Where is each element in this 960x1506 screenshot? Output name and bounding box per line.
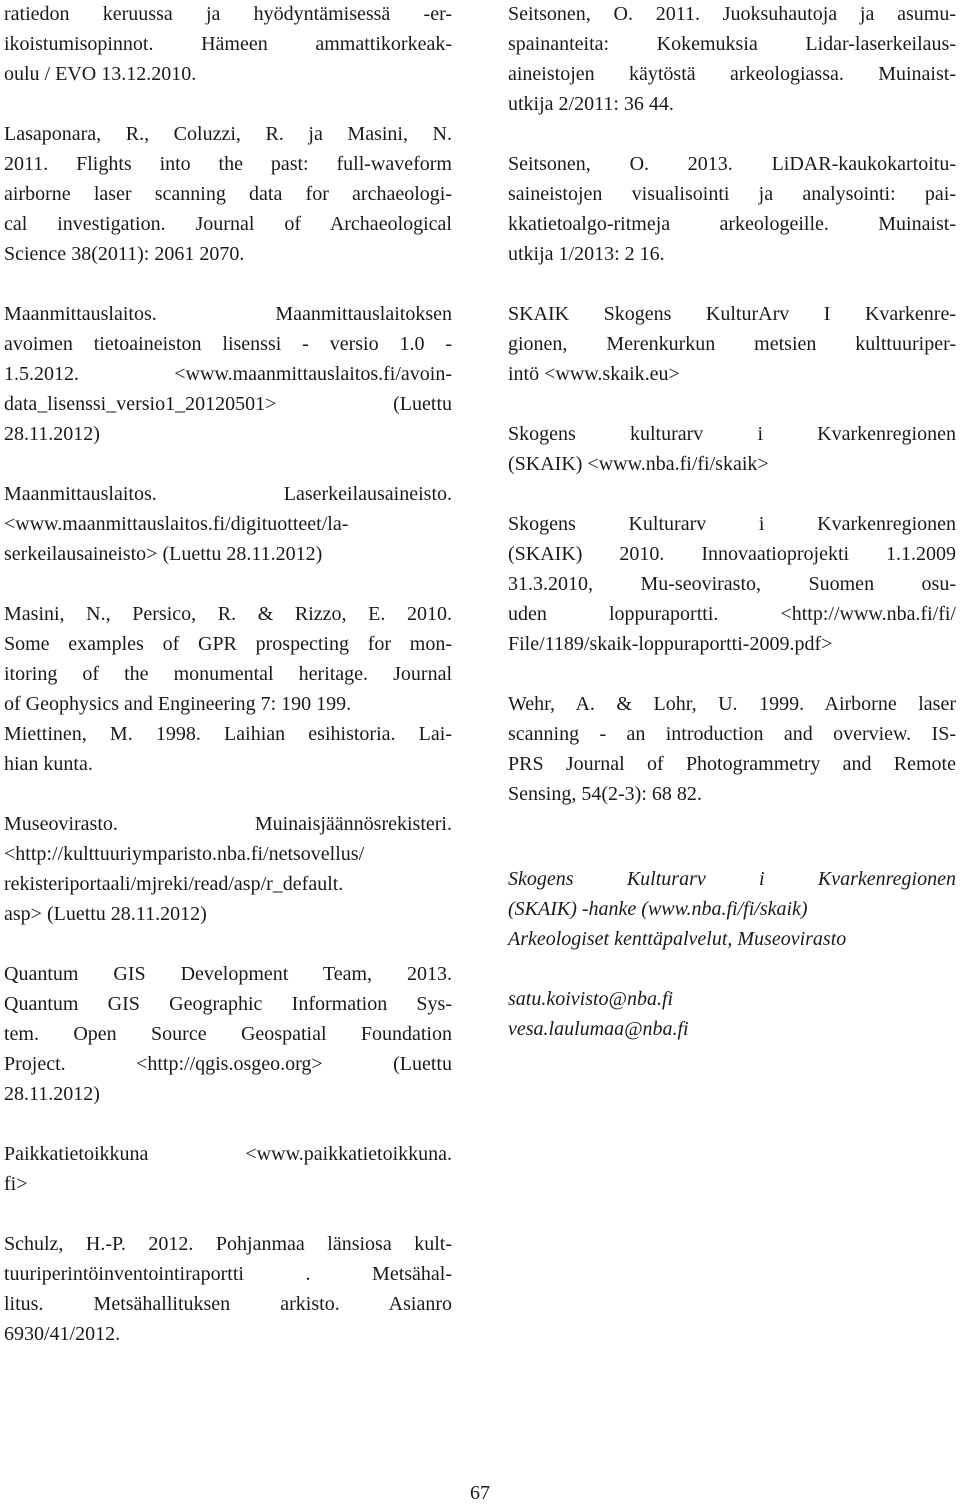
left-reference-column — [4, 0, 452, 1379]
reference-line: oulu / EVO 13.12.2010. — [4, 63, 197, 85]
email-address[interactable]: satu.koivisto@nba.fi — [508, 988, 674, 1010]
reference-line: Wehr, A. & Lohr, U. 1999. Airborne laser — [508, 693, 956, 715]
reference-entry — [508, 509, 956, 659]
reference-line: aineistojen käytöstä arkeologiassa. Muinaist- — [508, 63, 956, 85]
reference-line: Seitsonen, O. 2013. LiDAR-kaukokartoitu- — [508, 153, 956, 175]
affiliation-line: (SKAIK) -hanke (www.nba.fi/fi/skaik) — [508, 898, 808, 920]
right-reference-column — [508, 0, 956, 1074]
reference-line: 31.3.2010, Mu-seovirasto, Suomen osu- — [508, 573, 956, 595]
reference-line: Maanmittauslaitos. Maanmittauslaitoksen — [4, 303, 452, 325]
reference-line: saineistojen visualisointi ja analysointi: pai- — [508, 183, 956, 205]
reference-line: Seitsonen, O. 2011. Juoksuhautoja ja asumu- — [508, 3, 956, 25]
reference-line: fi> — [4, 1173, 28, 1195]
reference-entry — [508, 689, 956, 809]
reference-line: 2011. Flights into the past: full-waveform — [4, 153, 452, 175]
reference-entry — [4, 0, 452, 89]
reference-line: 28.11.2012) — [4, 1083, 100, 1105]
email-address[interactable]: vesa.laulumaa@nba.fi — [508, 1018, 689, 1040]
reference-line: intö <www.skaik.eu> — [508, 363, 680, 385]
reference-entry — [508, 0, 956, 119]
reference-line: <http://kulttuuriymparisto.nba.fi/netsovellus/ — [4, 843, 365, 865]
reference-entry — [4, 959, 452, 1109]
reference-line: asp> (Luettu 28.11.2012) — [4, 903, 207, 925]
reference-line: Paikkatietoikkuna <www.paikkatietoikkuna. — [4, 1143, 452, 1165]
reference-entry — [4, 1139, 452, 1199]
reference-line: Skogens kulturarv i Kvarkenregionen — [508, 423, 956, 445]
reference-line: Museovirasto. Muinaisjäännösrekisteri. — [4, 813, 452, 835]
reference-line: Some examples of GPR prospecting for mon- — [4, 633, 452, 655]
reference-entry — [4, 299, 452, 449]
author-contact-block — [508, 864, 956, 1044]
project-affiliation — [508, 864, 956, 954]
reference-line: spainanteita: Kokemuksia Lidar-laserkeilaus- — [508, 33, 956, 55]
reference-line: uden loppuraportti. <http://www.nba.fi/fi/ — [508, 603, 956, 625]
affiliation-line: Arkeologiset kenttäpalvelut, Museovirasto — [508, 928, 847, 950]
reference-line: data_lisenssi_versio1_20120501> (Luettu — [4, 393, 452, 415]
reference-entry — [508, 419, 956, 479]
affiliation-line: Skogens Kulturarv i Kvarkenregionen — [508, 868, 956, 890]
reference-line: tuuriperintöinventointiraportti . Metsähal- — [4, 1263, 452, 1285]
reference-line: (SKAIK) 2010. Innovaatioprojekti 1.1.2009 — [508, 543, 956, 565]
reference-line: serkeilausaineisto> (Luettu 28.11.2012) — [4, 543, 323, 565]
reference-line: gionen, Merenkurkun metsien kulttuuriper- — [508, 333, 956, 355]
reference-line: Masini, N., Persico, R. & Rizzo, E. 2010. — [4, 603, 452, 625]
reference-line: Schulz, H.-P. 2012. Pohjanmaa länsiosa kult- — [4, 1233, 452, 1255]
reference-line: utkija 1/2013: 2 16. — [508, 243, 665, 265]
author-emails — [508, 984, 956, 1044]
reference-entry — [508, 149, 956, 269]
reference-line: rekisteriportaali/mjreki/read/asp/r_default. — [4, 873, 344, 895]
reference-line: of Geophysics and Engineering 7: 190 199. — [4, 693, 352, 715]
reference-line: 6930/41/2012. — [4, 1323, 121, 1345]
reference-line: Science 38(2011): 2061 2070. — [4, 243, 245, 265]
reference-line: scanning - an introduction and overview. IS- — [508, 723, 956, 745]
reference-line: 28.11.2012) — [4, 423, 100, 445]
reference-line: 1.5.2012. <www.maanmittauslaitos.fi/avoin- — [4, 363, 452, 385]
reference-line: utkija 2/2011: 36 44. — [508, 93, 674, 115]
reference-line: Project. <http://qgis.osgeo.org> (Luettu — [4, 1053, 452, 1075]
reference-line: hian kunta. — [4, 753, 93, 775]
reference-line: SKAIK Skogens KulturArv I Kvarkenre- — [508, 303, 956, 325]
reference-line: ratiedon keruussa ja hyödyntämisessä -er- — [4, 3, 452, 25]
reference-line: cal investigation. Journal of Archaeological — [4, 213, 452, 235]
reference-line: avoimen tietoaineiston lisenssi - versio 1.0 - — [4, 333, 452, 355]
reference-line: Sensing, 54(2-3): 68 82. — [508, 783, 702, 805]
reference-line: litus. Metsähallituksen arkisto. Asianro — [4, 1293, 452, 1315]
reference-line: Quantum GIS Geographic Information Sys- — [4, 993, 452, 1015]
reference-entry — [4, 479, 452, 569]
reference-line: <www.maanmittauslaitos.fi/digituotteet/la- — [4, 513, 349, 535]
reference-line: (SKAIK) <www.nba.fi/fi/skaik> — [508, 453, 769, 475]
reference-line: PRS Journal of Photogrammetry and Remote — [508, 753, 956, 775]
reference-line: Quantum GIS Development Team, 2013. — [4, 963, 452, 985]
reference-entry — [4, 119, 452, 269]
reference-line: Maanmittauslaitos. Laserkeilausaineisto. — [4, 483, 452, 505]
reference-line: tem. Open Source Geospatial Foundation — [4, 1023, 452, 1045]
reference-line: Lasaponara, R., Coluzzi, R. ja Masini, N. — [4, 123, 452, 145]
reference-line: itoring of the monumental heritage. Journal — [4, 663, 452, 685]
reference-entry — [4, 599, 452, 779]
reference-line: ikoistumisopinnot. Hämeen ammattikorkeak- — [4, 33, 452, 55]
reference-entry — [4, 809, 452, 929]
reference-line: Skogens Kulturarv i Kvarkenregionen — [508, 513, 956, 535]
reference-entry — [508, 299, 956, 389]
page-number: 67 — [470, 1482, 490, 1504]
reference-line: kkatietoalgo-ritmeja arkeologeille. Muinaist- — [508, 213, 956, 235]
reference-line: airborne laser scanning data for archaeologi- — [4, 183, 452, 205]
reference-line: Miettinen, M. 1998. Laihian esihistoria. Lai- — [4, 723, 452, 745]
reference-line: File/1189/skaik-loppuraportti-2009.pdf> — [508, 633, 833, 655]
reference-entry — [4, 1229, 452, 1349]
